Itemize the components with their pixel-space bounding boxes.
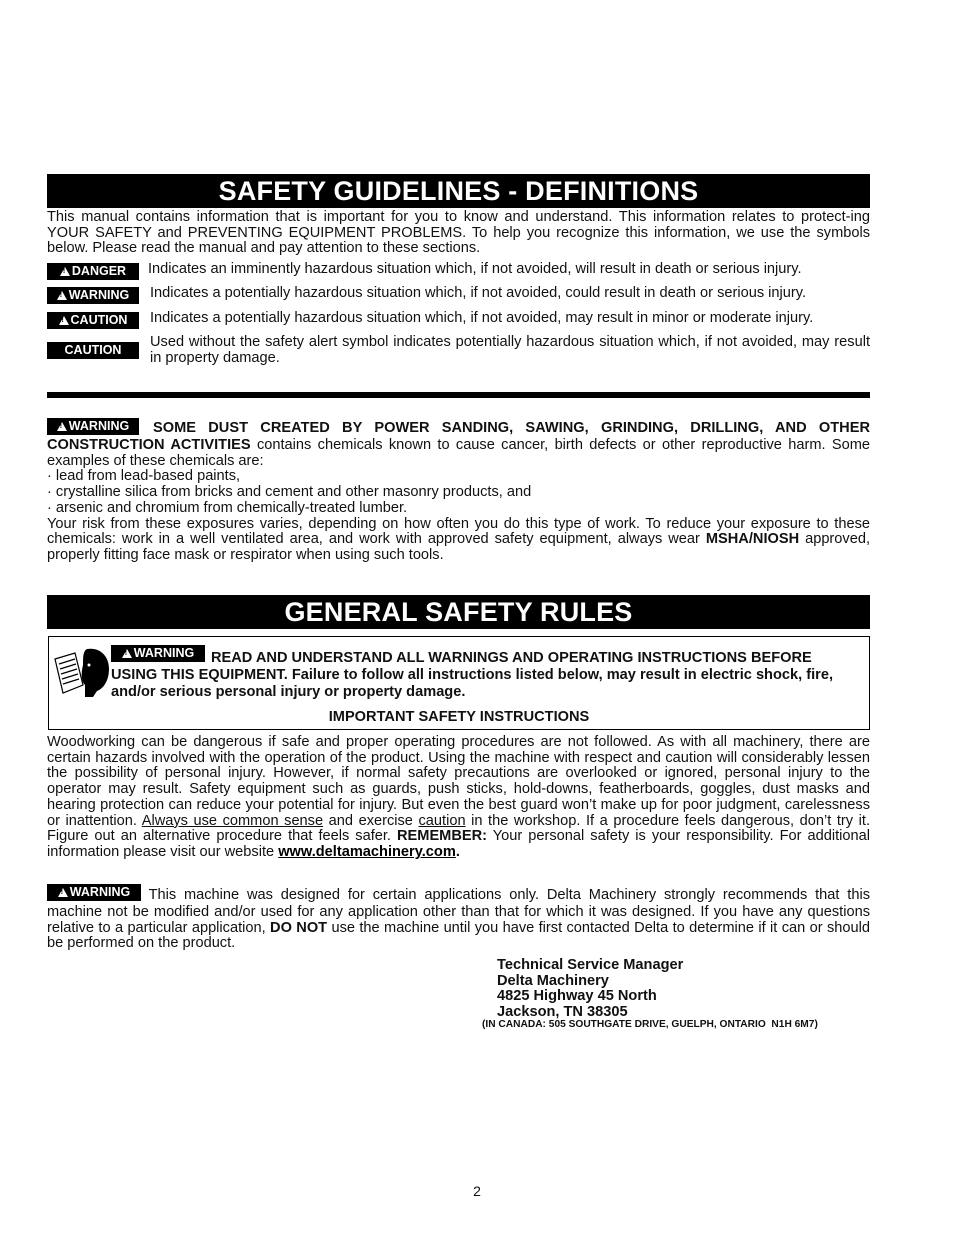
contact-line: 4825 Highway 45 North xyxy=(497,988,657,1004)
read-instructions-text: READ AND UNDERSTAND ALL WARNINGS AND OPERATING INSTRUCTIONS BEFORE USING THIS EQUIPMENT. Failure to follow all instructions listed below, may result in electric shock, fire, and/or serious personal injury or property damage. xyxy=(111,650,833,700)
msha-niosh: MSHA/NIOSH xyxy=(705,531,800,548)
definition-text: Indicates a potentially hazardous situation which, if not avoided, may result in minor or moderate injury. xyxy=(150,310,814,326)
general-title: GENERAL SAFETY RULES xyxy=(47,595,870,629)
definition-text: Used without the safety alert symbol indicates potentially hazardous situation which, if not avoided, may result in property damage. xyxy=(150,334,870,366)
definition-text: Indicates an imminently hazardous situation which, if not avoided, will result in death or serious injury. xyxy=(148,261,802,277)
important-instructions-heading: IMPORTANT SAFETY INSTRUCTIONS xyxy=(328,709,590,725)
definitions-intro: This manual contains information that is important for you to know and understand. This information relates to protect-ing YOUR SAFETY and PREVENTING EQUIPMENT PROBLEMS. To help you recognize this information, we use the symbols below. Please read the manual and pay attention to these sections. xyxy=(47,209,870,257)
contact-address xyxy=(497,958,683,1020)
page-number: 2 xyxy=(473,1183,481,1199)
alert-triangle-icon xyxy=(57,422,67,431)
dust-warning xyxy=(47,421,870,564)
manual-reader-icon xyxy=(53,645,111,697)
application-warning: !WARNING This machine was designed for certain applications only. Delta Machinery strongly recommends that this machine not be modified and/or used for any application other than that for which it was designed. If you have any questions relative to a particular application, DO NOT use the machine until you have first contacted Delta to determine if it can or should be performed on the product. xyxy=(47,888,870,952)
caution-badge-plain: CAUTION xyxy=(47,342,139,359)
alert-triangle-icon xyxy=(60,267,70,276)
list-item: · lead from lead-based paints, xyxy=(47,469,870,485)
remember-label: REMEMBER: xyxy=(397,828,488,845)
dust-closing-end: approved, properly fitting face mask or respirator when using such tools. xyxy=(47,531,870,563)
canada-address: (IN CANADA: 505 SOUTHGATE DRIVE, GUELPH, ONTARIO N1H 6M7) xyxy=(482,1019,818,1030)
warning-badge: !WARNING xyxy=(47,287,139,304)
dust-lead-rest: contains chemicals known to cause cancer, birth defects or other reproductive harm. Some examples of these chemicals are: xyxy=(47,437,870,469)
warning-badge: !WARNING xyxy=(47,884,141,901)
section-divider xyxy=(47,392,870,398)
chemical-list xyxy=(47,469,870,516)
warning-badge: !WARNING xyxy=(47,418,139,435)
woodworking-paragraph: Woodworking can be dangerous if safe and proper operating procedures are not followed. As with all machinery, there are certain hazards involved with the operation of the product. Using the machine with respect and caution will considerably lessen the possibility of personal injury. However, if normal safety precautions are overlooked or ignored, personal injury to the operator may result. Safety equipment such as guards, push sticks, hold-downs, featherboards, goggles, dust masks and hearing protection can reduce your potential for injury. But even the best guard won’t make up for poor judgment, carelessness or inattention. Always use common sense and exercise caution in the workshop. If a procedure feels dangerous, don’t try it. Figure out an alternative procedure that feels safer. REMEMBER: Your personal safety is your responsibility. For additional information please visit our website www.deltamachinery.com. xyxy=(47,734,870,860)
contact-line: Jackson, TN 38305 xyxy=(497,1003,628,1020)
alert-triangle-icon xyxy=(57,291,67,300)
alert-triangle-icon xyxy=(58,888,68,897)
contact-line: Technical Service Manager xyxy=(497,957,684,973)
list-item: · crystalline silica from bricks and cement and other masonry products, and xyxy=(47,485,870,501)
read-instructions-box xyxy=(48,636,870,730)
alert-triangle-icon xyxy=(122,649,132,658)
danger-badge: !DANGER xyxy=(47,263,139,280)
website-link[interactable]: www.deltamachinery.com xyxy=(278,843,456,860)
do-not-label: DO NOT xyxy=(270,919,328,936)
warning-badge: !WARNING xyxy=(111,645,205,662)
definition-text: Indicates a potentially hazardous situation which, if not avoided, could result in death or serious injury. xyxy=(150,285,807,301)
dust-closing: Your risk from these exposures varies, depending on how often you do this type of work. To reduce your exposure to these chemicals: work in a well ventilated area, and work with approved safety equipment, always wear xyxy=(47,515,870,548)
list-item: · arsenic and chromium from chemically-treated lumber. xyxy=(47,501,870,517)
alert-triangle-icon xyxy=(59,316,69,325)
common-sense-text: Always use common sense xyxy=(141,812,324,829)
definitions-title: SAFETY GUIDELINES - DEFINITIONS xyxy=(47,174,870,208)
contact-line: Delta Machinery xyxy=(497,972,609,989)
dust-lead: SOME DUST CREATED BY POWER SANDING, SAWING, GRINDING, DRILLING, AND OTHER CONSTRUCTION ACTIVITIES xyxy=(47,420,870,453)
caution-badge: !CAUTION xyxy=(47,312,139,329)
caution-text: caution xyxy=(418,812,466,829)
